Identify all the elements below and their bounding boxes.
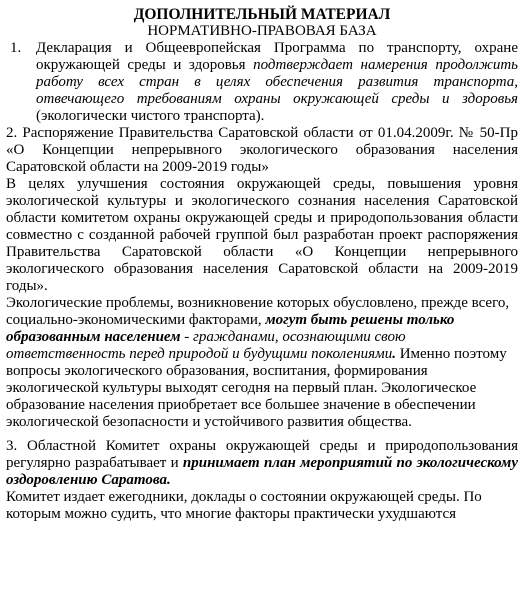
bold-italic-text-run: могут быть решены только образованным населением — [6, 312, 455, 345]
item-2-paragraph: В целях улучшения состояния окружающей среды, повышения уровня экологической культуры и экологического сознания населения Саратовской области комитетом охраны окружающей среды и природопользования области совместно с созданной рабочей группой был разработан проект распоряжения Правительства Саратовской области «О Концепции непрерывного экологического образования населения Саратовской области на 2009-2019 годы». — [6, 176, 518, 294]
item-3-paragraph — [6, 438, 518, 489]
list-item-text — [36, 40, 518, 125]
item-2-heading: 2. Распоряжение Правительства Саратовской области от 01.04.2009г. № 50-Пр «О Концепции непрерывного экологического образования населения Саратовской области на 2009-2019 годы» — [6, 125, 518, 175]
list-item-number: 1. — [10, 40, 22, 56]
text-run: Экологические проблемы, возникновение которых обусловлено, прежде всего, социально-экономическими факторами, — [6, 295, 510, 328]
paragraph-gap — [6, 431, 518, 438]
text-run: (экологически чистого транспорта). — [36, 108, 265, 124]
text-run: - — [180, 329, 193, 345]
bold-italic-text-run: . — [392, 346, 396, 362]
item-3-followup: Комитет издает ежегодники, доклады о состоянии окружающей среды. По которым можно судить, что многие факторы практически ухудшаются — [6, 489, 482, 522]
italic-text-run: подтверждает намерения продолжить работу всех стран в целях обеспечения развития транспорта, отвечающего требованиям охраны окружающей среды и здоровья — [36, 57, 518, 107]
bold-italic-text-run: принимает план мероприятий по экологическому оздоровлению Саратова. — [6, 455, 518, 488]
problems-paragraph — [6, 295, 518, 431]
document-title: ДОПОЛНИТЕЛЬНЫЙ МАТЕРИАЛ — [133, 6, 391, 23]
text-run: Именно поэтому вопросы экологического образования, воспитания, формирования экологической культуры выходят сегодня на первый план. Экологическое образование населения приобретает все большее значение в обеспечении экологической безопасности и устойчивого развития общества. — [6, 346, 507, 430]
text-run: Декларация и Общеевропейская Программа по транспорту, охране окружающей среды и здоровья — [36, 40, 518, 73]
document-subtitle: НОРМАТИВНО-ПРАВОВАЯ БАЗА — [147, 23, 377, 39]
list-item-1 — [6, 40, 518, 125]
text-run: 3. Областной Комитет охраны окружающей среды и природопользования регулярно разрабатывает и — [6, 438, 518, 471]
italic-text-run: гражданами, осознающими свою ответственность перед природой и будущими поколениями — [6, 329, 406, 362]
